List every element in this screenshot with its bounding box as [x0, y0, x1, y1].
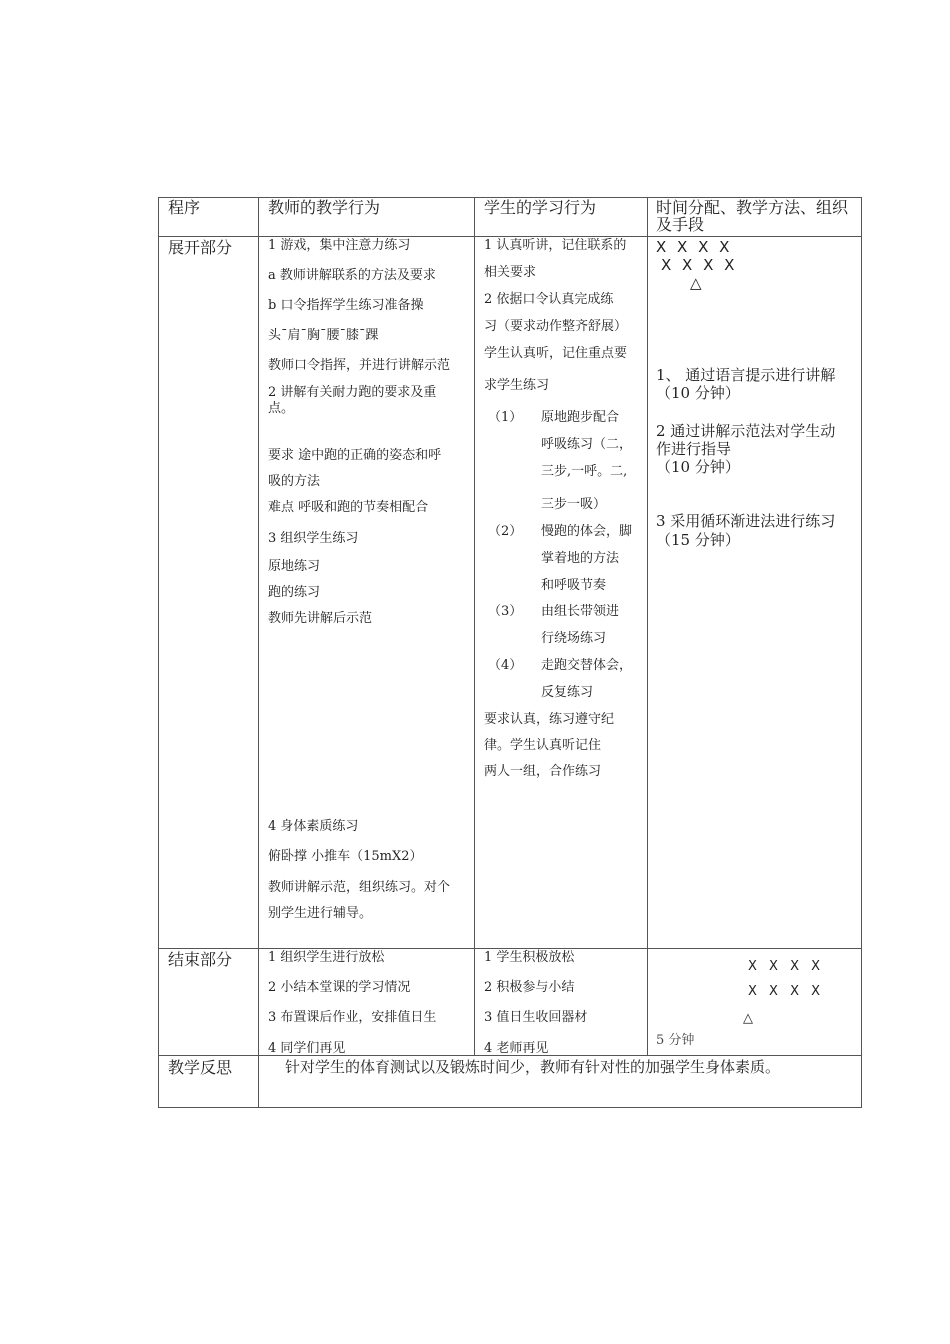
teacher-line: 要求 途中跑的正确的姿态和呼 [268, 448, 442, 463]
teacher-line: 3 布置课后作业，安排值日生 [268, 1010, 437, 1025]
teacher-line: 1 游戏，集中注意力练习 [268, 238, 411, 253]
teacher-line: 点。 [268, 401, 295, 416]
header-teacher: 教师的教学行为 [268, 198, 381, 217]
student-line: 行绕场练习 [541, 631, 607, 646]
student-line: 2 积极参与小结 [484, 980, 575, 995]
teacher-line: b 口令指挥学生练习准备操 [268, 298, 424, 313]
method-line: 1、 通过语言提示进行讲解 [656, 366, 836, 384]
teacher-line: 原地练习 [268, 559, 321, 574]
student-line: 要求认真，练习遵守纪 [484, 712, 615, 727]
teacher-line: 教师讲解示范，组织练习。对个 [268, 880, 451, 895]
header-time-line2: 及手段 [656, 215, 705, 234]
time-note: 5 分钟 [656, 1033, 695, 1048]
student-line: 习（要求动作整齐舒展） [484, 319, 628, 334]
method-line: （10 分钟） [656, 458, 740, 476]
teacher-line: 教师口令指挥，并进行讲解示范 [268, 358, 451, 373]
table-border-expand-end [158, 948, 862, 949]
teacher-position-icon: △ [690, 274, 702, 292]
table-col-divider-2 [474, 197, 475, 1056]
student-line: 4 老师再见 [484, 1041, 549, 1056]
method-line: 2 通过讲解示范法对学生动 [656, 422, 836, 440]
student-line: 走跑交替体会， [541, 658, 633, 673]
student-item-number: （1） [488, 410, 523, 425]
teacher-line: 4 身体素质练习 [268, 819, 359, 834]
method-line: （10 分钟） [656, 384, 740, 402]
formation-row: X X X X [748, 984, 825, 999]
table-border-right [861, 197, 862, 1108]
formation-row: X X X X [661, 256, 738, 274]
student-line: 两人一组，合作练习 [484, 764, 602, 779]
teacher-line: 2 小结本堂课的学习情况 [268, 980, 411, 995]
student-line: 慢跑的体会，脚 [541, 524, 633, 539]
student-item-number: （3） [488, 604, 523, 619]
student-line: 反复练习 [541, 685, 594, 700]
table-border-bottom [158, 1107, 862, 1108]
formation-row: X X X X [748, 959, 825, 974]
student-line: 三步一吸） [541, 497, 607, 512]
formation-row: X X X X [656, 238, 733, 256]
section-label-ending: 结束部分 [168, 950, 233, 969]
table-border-left [158, 197, 159, 1108]
table-col-divider-1 [258, 197, 259, 1108]
method-line: 作进行指导 [656, 440, 732, 458]
student-line: 掌着地的方法 [541, 551, 620, 566]
student-line: 3 值日生收回器材 [484, 1010, 588, 1025]
student-line: 由组长带领进 [541, 604, 620, 619]
teacher-line: 跑的练习 [268, 585, 321, 600]
teacher-line: 2 讲解有关耐力跑的要求及重 [268, 385, 437, 400]
teacher-line: 俯卧撑 小推车（15mX2） [268, 849, 423, 864]
teacher-line: 3 组织学生练习 [268, 531, 359, 546]
method-line: 3 采用循环渐进法进行练习 [656, 512, 836, 530]
student-line: 律。学生认真听记住 [484, 738, 602, 753]
header-time-line1: 时间分配、教学方法、组织 [656, 198, 849, 217]
teacher-position-icon: △ [743, 1011, 753, 1026]
student-line: 学生认真听，记住重点要 [484, 346, 628, 361]
reflection-text: 针对学生的体育测试以及锻炼时间少，教师有针对性的加强学生身体素质。 [285, 1058, 781, 1076]
student-line: 1 认真听讲，记住联系的 [484, 238, 627, 253]
section-label-expand: 展开部分 [168, 238, 233, 257]
header-procedure: 程序 [168, 198, 201, 217]
student-line: 和呼吸节奏 [541, 578, 607, 593]
teacher-line: 别学生进行辅导。 [268, 906, 373, 921]
student-line: 三步,一呼。二, [541, 464, 628, 479]
table-col-divider-3 [647, 197, 648, 1056]
teacher-line: 1 组织学生进行放松 [268, 950, 385, 965]
teacher-line: 教师先讲解后示范 [268, 611, 373, 626]
teacher-line: 4 同学们再见 [268, 1041, 346, 1056]
student-line: 2 依据口令认真完成练 [484, 292, 614, 307]
header-student: 学生的学习行为 [484, 198, 597, 217]
table-border-header [158, 236, 862, 237]
student-line: 呼吸练习（二， [541, 437, 633, 452]
student-item-number: （2） [488, 524, 523, 539]
teacher-line: 头ˉ肩ˉ胸ˉ腰ˉ膝ˉ踝 [268, 328, 379, 343]
teacher-line: 吸的方法 [268, 474, 321, 489]
student-line: 相关要求 [484, 265, 537, 280]
student-line: 求学生练习 [484, 378, 550, 393]
method-line: （15 分钟） [656, 531, 740, 549]
section-label-reflection: 教学反思 [168, 1058, 233, 1077]
student-line: 1 学生积极放松 [484, 950, 575, 965]
teacher-line: a 教师讲解联系的方法及要求 [268, 268, 436, 283]
teacher-line: 难点 呼吸和跑的节奏相配合 [268, 500, 429, 515]
student-line: 原地跑步配合 [541, 410, 620, 425]
student-item-number: （4） [488, 658, 523, 673]
